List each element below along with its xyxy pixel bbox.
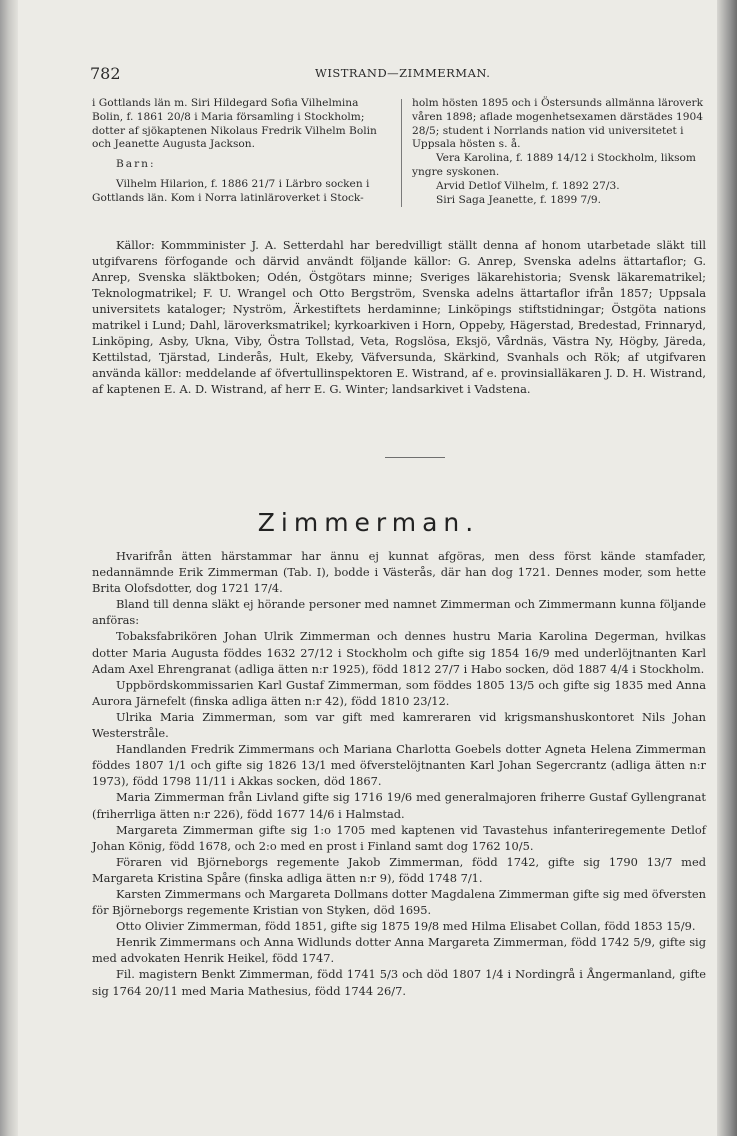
body-paragraph: Bland till denna släkt ej hörande personer med namnet Zimmerman och Zimmermann kunna följande anföras: [92, 597, 706, 628]
section-rule [385, 457, 445, 458]
book-spine [0, 0, 18, 1136]
left-col-child-entry: Vilhelm Hilarion, f. 1886 21/7 i Lärbro socken i Gottlands län. Kom i Norra latinläroverket i Stock- [92, 177, 370, 204]
left-col-paragraph: i Gottlands län m. Siri Hildegard Sofia Vilhelmina Bolin, f. 1861 20/8 i Maria församling i Stockholm; dotter af sjökaptenen Nikolaus Fredrik Vilhelm Bolin och Jeanette Augusta Jackson. [92, 97, 377, 151]
page-number: 782 [90, 64, 121, 83]
body-paragraph: Hvarifrån ätten härstammar har ännu ej kunnat afgöras, men dess först kände stamfader, nedannämnde Erik Zimmerman (Tab. I), bodde i Västerås, där han dog 1721. Dennes moder, som hette Brita Olofsdotter, dog 1721 17/4. [92, 549, 706, 596]
article-body [92, 548, 706, 999]
page-edge [717, 0, 737, 1136]
section-title: Zimmerman. [257, 508, 480, 537]
child-entry: Siri Saga Jeanette, f. 1899 7/9. [436, 193, 601, 206]
right-col-paragraph: holm hösten 1895 och i Östersunds allmänna läroverk våren 1898; aflade mogenhetsexamen därstädes 1904 28/5; student i Norrlands nation vid universitetet i Uppsala hösten s. å. [412, 97, 703, 151]
page-header [90, 64, 690, 82]
child-entry: Arvid Detlof Vilhelm, f. 1892 27/3. [436, 179, 620, 192]
body-paragraph: Fil. magistern Benkt Zimmerman, född 1741 5/3 och död 1807 1/4 i Nordingrå i Ångermanland, gifte sig 1764 20/11 med Maria Mathesius, född 1744 26/7. [92, 967, 706, 998]
sources-paragraph: Källor: Kommminister J. A. Setterdahl har beredvilligt ställt denna af honom utarbetade släkt till utgifvarens förfogande och därvid användt följande källor: G. Anrep, Svenska adelns ättartaflor; G. Anrep, Svenska släktboken; Odén, Östgötars minne; Sveriges läkarehistoria; Svensk läkarematrikel; Teknologmatrikel; F. U. Wrangel och Otto Bergström, Svenska adelns ättartaflor ifrån 1857; Uppsala universitets kataloger; Nyström, Ärkestiftets herdaminne; Linköpings stiftstidningar; Östgöta nations matrikel i Lund; Dahl, läroverksmatrikel; kyrkoarkiven i Horn, Oppeby, Hägerstad, Bredestad, Frinnaryd, Linköping, Asby, Ukna, Viby, Östra Tollstad, Veta, Rogslösa, Eksjö, Vårdnäs, Västra Ny, Högby, Järeda, Kettilstad, Tjärstad, Linderås, Hult, Ekeby, Väfversunda, Skärkind, Svanhals och Rök; af utgifvaren använda källor: meddelande af öfvertullinspektoren E. Wistrand, af e. provinsialläkaren J. D. H. Wistrand, af kaptenen E. A. D. Wistrand, af herr E. G. Winter; landsarkivet i Vadstena. [92, 238, 706, 396]
body-paragraph: Uppbördskommissarien Karl Gustaf Zimmerman, som föddes 1805 13/5 och gifte sig 1835 med Anna Aurora Järnefelt (finska adliga ätten n:r 42), född 1810 23/12. [92, 677, 706, 708]
child-entry: Vera Karolina, f. 1889 14/12 i Stockholm, liksom yngre syskonen. [412, 152, 696, 178]
running-head: WISTRAND—ZIMMERMAN. [315, 66, 491, 80]
body-paragraph: Otto Olivier Zimmerman, född 1851, gifte sig 1875 19/8 med Hilma Elisabet Collan, född 1853 15/9. [116, 919, 696, 934]
body-paragraph: Ulrika Maria Zimmerman, som var gift med kamreraren vid krigsmanshuskontoret Nils Johan Westerstråle. [92, 709, 706, 741]
body-paragraph: Handlanden Fredrik Zimmermans och Mariana Charlotta Goebels dotter Agneta Helena Zimmerman föddes 1807 1/1 och gifte sig 1826 13/1 med öfverstelöjtnanten Karl Johan Segercrantz (adliga ätten n:r 1973), född 1798 11/11 i Akkas socken, död 1867. [92, 742, 706, 789]
body-paragraph: Föraren vid Björneborgs regemente Jakob Zimmerman, född 1742, gifte sig 1790 13/7 med Margareta Kristina Spåre (finska adliga ätten n:r 9), född 1748 7/1. [92, 854, 706, 885]
body-paragraph: Maria Zimmerman från Livland gifte sig 1716 19/6 med generalmajoren friherre Gustaf Gyllengranat (friherrliga ätten n:r 226), född 1677 14/6 i Halmstad. [92, 790, 706, 821]
children-heading: Barn: [116, 158, 156, 171]
left-column [92, 97, 390, 206]
body-paragraph: Margareta Zimmerman gifte sig 1:o 1705 med kaptenen vid Tavastehus infanteriregemente Detlof Johan König, född 1678, och 2:o med en prost i Finland samt dog 1762 10/5. [92, 822, 706, 853]
body-paragraph: Karsten Zimmermans och Margareta Dollmans dotter Magdalena Zimmerman gifte sig med öfversten för Björneborgs regemente Kristian von Styken, död 1695. [92, 886, 706, 918]
body-paragraph: Tobaksfabrikören Johan Ulrik Zimmerman och dennes hustru Maria Karolina Degerman, hvilkas dotter Maria Augusta föddes 1632 27/12 i Stockholm och gifte sig 1854 16/9 med underlöjtnanten Karl Adam Axel Ehrengranat (adliga ätten n:r 1925), född 1812 27/7 i Habo socken, död 1887 4/4 i Stockholm. [92, 629, 706, 676]
column-divider [401, 99, 402, 207]
right-column [412, 97, 710, 207]
body-paragraph: Henrik Zimmermans och Anna Widlunds dotter Anna Margareta Zimmerman, född 1742 5/9, gifte sig med advokaten Henrik Heikel, född 1747. [92, 935, 706, 966]
